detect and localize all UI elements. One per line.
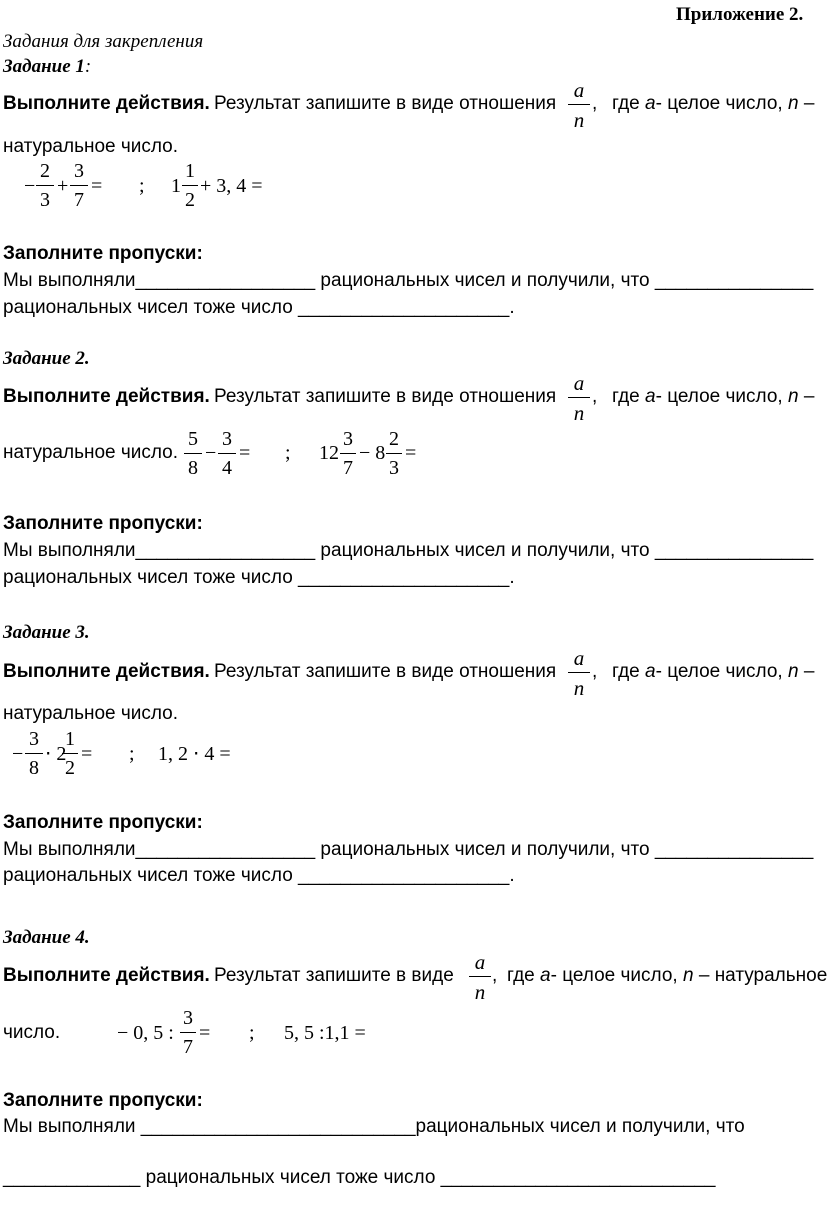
separator: ; <box>249 1022 255 1044</box>
task-3-expression-2: 1, 2 ⋅ 4 = <box>158 743 231 765</box>
instruction-bold: Выполните действия. <box>3 93 210 114</box>
fill-title: Заполните пропуски: <box>3 513 203 534</box>
task-4-expression-2: 5, 5 :1,1 = <box>284 1022 366 1044</box>
fraction-a-over-n: a n <box>568 373 590 423</box>
fill-line-1: Мы выполняли __________________________рациональных чисел и получили, что <box>3 1116 745 1137</box>
fill-title: Заполните пропуски: <box>3 243 203 264</box>
where-text: где a- целое число, n – <box>612 93 815 114</box>
fraction-a-over-n: a n <box>469 952 491 1002</box>
fill-line-1: Мы выполняли_________________ рациональных чисел и получили, что _______________ <box>3 839 814 860</box>
fill-line-2: рациональных чисел тоже число ____________________. <box>3 865 515 886</box>
fill-line-1: Мы выполняли_________________ рациональных чисел и получили, что _______________ <box>3 270 814 291</box>
fraction-a-over-n: a n <box>568 80 590 130</box>
fill-line-2: _____________ рациональных чисел тоже число __________________________ <box>3 1167 716 1188</box>
natural-number-text: натуральное число. <box>3 136 179 157</box>
fraction-a-over-n: a n <box>568 648 590 698</box>
fill-line-1: Мы выполняли_________________ рациональных чисел и получили, что _______________ <box>3 540 814 561</box>
fill-title: Заполните пропуски: <box>3 812 203 833</box>
separator: ; <box>285 442 291 464</box>
subtitle: Задания для закрепления <box>3 31 204 52</box>
fill-line-2: рациональных чисел тоже число ____________________. <box>3 567 515 588</box>
task-1-title: Задание 1: <box>3 56 92 77</box>
separator: ; <box>129 743 135 765</box>
task-2-title: Задание 2. <box>3 348 90 369</box>
fill-line-2: рациональных чисел тоже число ____________________. <box>3 297 515 318</box>
task-3-title: Задание 3. <box>3 622 90 643</box>
task-4-title: Задание 4. <box>3 927 90 948</box>
instruction-text: Результат запишите в виде отношения <box>214 93 557 114</box>
separator: ; <box>139 175 145 197</box>
fill-title: Заполните пропуски: <box>3 1090 203 1111</box>
appendix-label: Приложение 2. <box>676 4 804 25</box>
